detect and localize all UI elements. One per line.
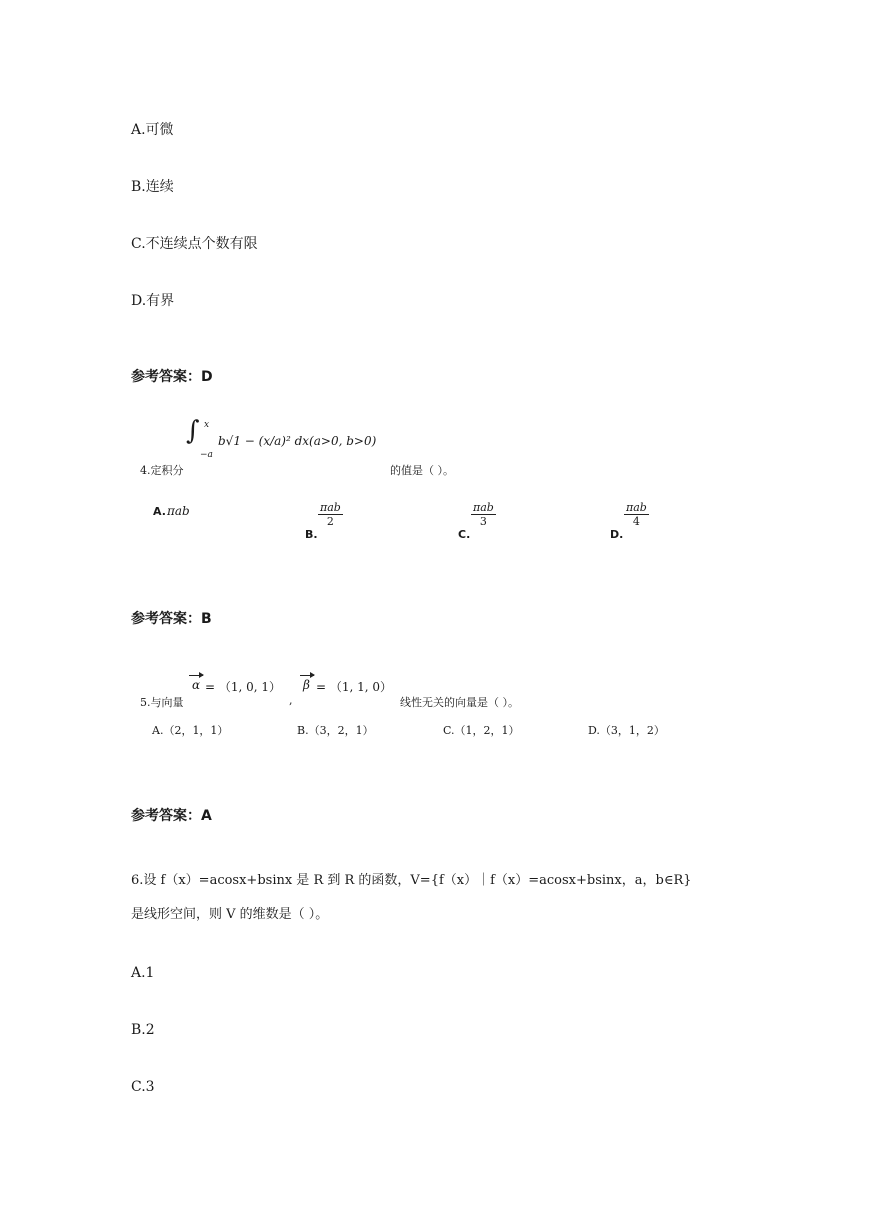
option-b-numerator: πab bbox=[320, 501, 341, 514]
option-b-fraction bbox=[318, 501, 343, 528]
question-6-line-2: 是线形空间，则 V 的维数是（ ）。 bbox=[131, 907, 329, 922]
option-b-denominator: 2 bbox=[326, 515, 334, 528]
option-a: A.（2，1，1） bbox=[152, 724, 229, 737]
question-prefix: 5.与向量 bbox=[140, 696, 184, 709]
option-c: C.不连续点个数有限 bbox=[131, 236, 258, 252]
question-6-line-1: 6.设 f（x）=acosx+bsinx 是 R 到 R 的函数，V={f（x）｜f（x）=acosx+bsinx，a，b∈R} bbox=[131, 873, 692, 888]
question-suffix: 线性无关的向量是（ ）。 bbox=[400, 696, 519, 709]
option-d-denominator: 4 bbox=[632, 515, 640, 528]
vector-alpha-value: = （1, 0, 1） bbox=[205, 680, 282, 694]
option-b: B.2 bbox=[131, 1022, 155, 1038]
option-b: B.连续 bbox=[131, 179, 174, 195]
integral-upper-limit: x bbox=[204, 420, 210, 430]
question-prefix: 4.定积分 bbox=[140, 464, 184, 477]
option-c: C.3 bbox=[131, 1079, 155, 1095]
option-d-label: D. bbox=[610, 528, 624, 541]
integrand: b√1 − (x/a)² dx(a>0, b>0) bbox=[218, 434, 377, 448]
reference-answer: 参考答案：D bbox=[131, 369, 213, 385]
option-b: B.（3，2，1） bbox=[297, 724, 374, 737]
vector-beta-value: = （1, 1, 0） bbox=[316, 680, 393, 694]
integral-lower-limit: −a bbox=[200, 450, 213, 460]
option-a-label: A. bbox=[153, 505, 166, 518]
option-c-numerator: πab bbox=[473, 501, 494, 514]
option-c: C.（1，2，1） bbox=[443, 724, 520, 737]
reference-answer: 参考答案：B bbox=[131, 611, 212, 627]
option-a: A.可微 bbox=[131, 122, 174, 138]
reference-answer: 参考答案：A bbox=[131, 808, 212, 824]
vector-beta-symbol: β bbox=[303, 678, 310, 692]
question-suffix: 的值是（ ）。 bbox=[390, 464, 454, 477]
option-b-label: B. bbox=[305, 528, 318, 541]
vector-arrow-icon bbox=[300, 675, 314, 676]
integral-sign: ∫ bbox=[186, 416, 200, 446]
option-c-label: C. bbox=[458, 528, 471, 541]
vector-alpha-symbol: α bbox=[192, 678, 201, 692]
option-a: A.1 bbox=[131, 965, 155, 981]
option-d: D.有界 bbox=[131, 293, 175, 309]
separator-comma: , bbox=[289, 694, 293, 707]
option-d: D.（3，1，2） bbox=[588, 724, 665, 737]
option-a-value: πab bbox=[167, 504, 190, 518]
option-c-denominator: 3 bbox=[479, 515, 487, 528]
vector-arrow-icon bbox=[189, 675, 203, 676]
option-c-fraction bbox=[471, 501, 496, 528]
option-d-numerator: πab bbox=[626, 501, 647, 514]
option-d-fraction bbox=[624, 501, 649, 528]
